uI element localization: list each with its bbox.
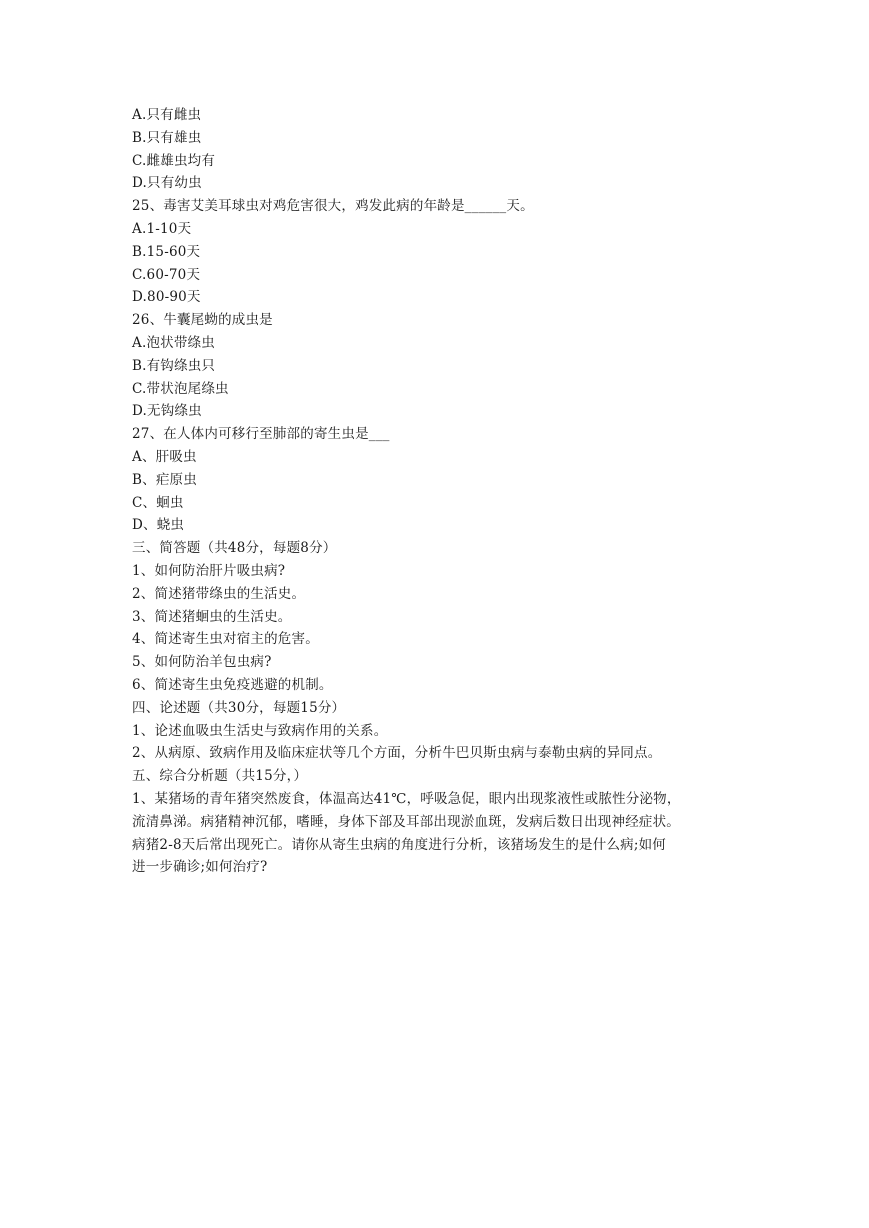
short-answer-2: 2、简述猪带绦虫的生活史。 [132,585,306,602]
q27-option-b: B、疟原虫 [132,471,197,488]
q27-option-c: C、蛔虫 [132,494,184,511]
case-line-3: 病猪2-8天后常出现死亡。请你从寄生虫病的角度进行分析，该猪场发生的是什么病;如何 [132,836,666,853]
q26-option-d: D.无钩绦虫 [132,403,202,420]
short-answer-1: 1、如何防治肝片吸虫病? [132,562,286,579]
q26-option-c: C.带状泡尾绦虫 [132,380,229,397]
q26-option-b: B.有钩绦虫只 [132,357,216,374]
option-c-both: C.雌雄虫均有 [132,152,216,169]
section-5-heading: 五、综合分析题（共15分，） [132,768,308,785]
option-b-only-male: B.只有雄虫 [132,129,202,146]
essay-1: 1、论述血吸虫生活史与致病作用的关系。 [132,722,388,739]
short-answer-4: 4、简述寄生虫对宿主的危害。 [132,631,319,648]
essay-2: 2、从病原、致病作用及临床症状等几个方面，分析牛巴贝斯虫病与泰勒虫病的异同点。 [132,745,662,762]
case-line-1: 1、某猪场的青年猪突然废食，体温高达41℃，呼吸急促，眼内出现浆液性或脓性分泌物， [132,790,681,807]
question-26: 26、牛囊尾蚴的成虫是 [132,312,273,329]
question-27: 27、在人体内可移行至肺部的寄生虫是___ [132,426,390,443]
document-page [132,104,742,879]
case-line-2: 流清鼻涕。病猪精神沉郁，嗜睡，身体下部及耳部出现淤血斑，发病后数日出现神经症状。 [132,813,680,830]
case-line-4: 进一步确诊;如何治疗? [132,859,268,876]
option-d-only-larvae: D.只有幼虫 [132,175,202,192]
q26-option-a: A.泡状带绦虫 [132,334,215,351]
case-analysis-question [132,788,742,879]
question-25: 25、毒害艾美耳球虫对鸡危害很大，鸡发此病的年龄是______天。 [132,198,534,215]
q27-option-a: A、肝吸虫 [132,448,197,465]
q27-option-d: D、蛲虫 [132,517,185,534]
option-a-only-female: A.只有雌虫 [132,107,202,123]
q25-option-a: A.1-10天 [132,220,192,237]
short-answer-6: 6、简述寄生虫免疫逃避的机制。 [132,676,333,693]
short-answer-3: 3、简述猪蛔虫的生活史。 [132,608,292,625]
q25-option-b: B.15-60天 [132,243,201,260]
section-3-heading: 三、简答题（共48分，每题8分） [132,540,337,557]
q25-option-d: D.80-90天 [132,289,201,306]
short-answer-5: 5、如何防治羊包虫病? [132,654,272,671]
section-4-heading: 四、论述题（共30分，每题15分） [132,699,346,716]
q25-option-c: C.60-70天 [132,266,201,283]
